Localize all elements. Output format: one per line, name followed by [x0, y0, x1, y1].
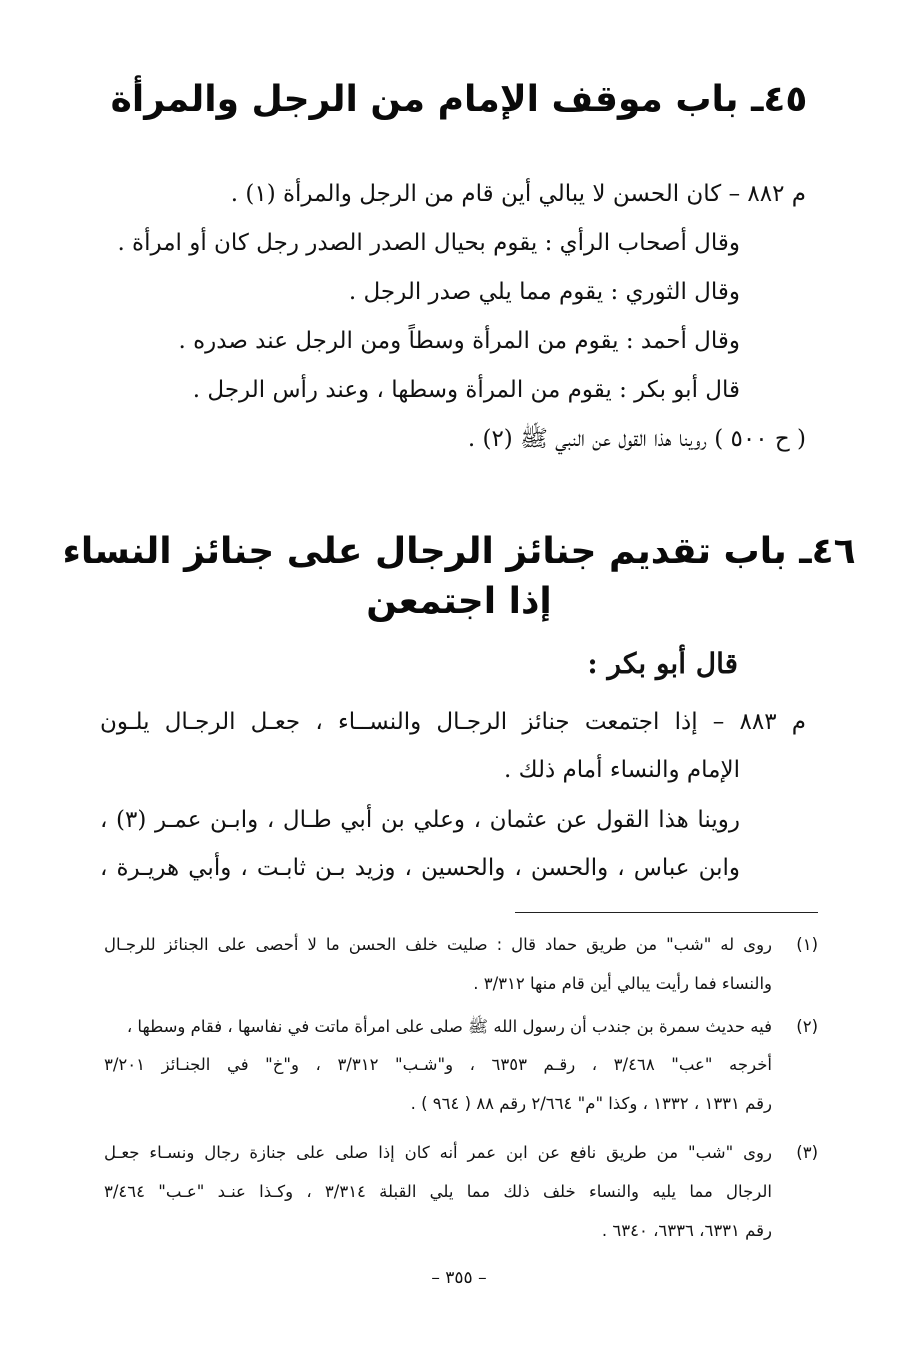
- footnote-line: والنساء فما رأيت يبالي أين قام منها ٣/٣١٢ .: [473, 974, 772, 993]
- section-46-title: ٤٦ـ باب تقديم جنائز الرجال على جنائز النساء: [62, 531, 856, 572]
- paragraph-line: م ٨٨٢ – كان الحسن لا يبالي أين قام من الرجل والمرأة (١) .: [230, 181, 806, 207]
- footnote-number: (١): [796, 935, 818, 954]
- paragraph-line: م ٨٨٣ – إذا اجتمعت جنائز الرجـال والنســاء ، جعـل الرجـال يلـون: [100, 709, 807, 735]
- speaker-label: قال أبو بكر :: [587, 647, 738, 680]
- footnote-number: (٣): [796, 1143, 818, 1162]
- footnote-line: فيه حديث سمرة بن جندب أن رسول الله ﷺ صلى على امرأة ماتت في نفاسها ، فقام وسطها ،: [126, 1017, 772, 1036]
- section-45-title: ٤٥ـ باب موقف الإمام من الرجل والمرأة: [110, 79, 808, 120]
- footnote-line: روى له "شب" من طريق حماد قال : صليت خلف الحسن ما لا أحصى على الجنائز للرجـال: [104, 935, 772, 954]
- paragraph-line: وقال أصحاب الرأي : يقوم بحيال الصدر الصدر رجل كان أو امرأة .: [117, 230, 740, 256]
- footnote-line: رقم ١٣٣١ ، ١٣٣٢ ، وكذا "م" ٢/٦٦٤ رقم ٨٨ ( ٩٦٤ ) .: [410, 1094, 772, 1113]
- footnote-line: الرجال مما يليه والنساء خلف ذلك مما يلي القبلة ٣/٣١٤ ، وكـذا عنـد "عـب" ٣/٤٦٤: [104, 1182, 772, 1201]
- paragraph-line: وقال أحمد : يقوم من المرأة وسطاً ومن الرجل عند صدره .: [178, 328, 740, 354]
- hadith-reference-line: ( ح ٥٠٠ ) روينا هذا القول عن النبي ﷺ (٢) .: [467, 426, 806, 452]
- footnote-line: أخرجه "عب" ٣/٤٦٨ ، رقـم ٦٣٥٣ ، و"شـب" ٣/٣١٢ ، و"خ" في الجنـائز ٣/٢٠١: [104, 1055, 772, 1074]
- paragraph-line: وابن عباس ، والحسن ، والحسين ، وزيد بـن ثابـت ، وأبي هريـرة ،: [100, 855, 740, 881]
- footnote-number: (٢): [796, 1017, 818, 1036]
- paragraph-line: الإمام والنساء أمام ذلك .: [503, 757, 740, 783]
- paragraph-line: قال أبو بكر : يقوم من المرأة وسطها ، وعند رأس الرجل .: [192, 377, 740, 403]
- footnote-line: رقم ٦٣٣١، ٦٣٣٦، ٦٣٤٠ .: [601, 1221, 772, 1240]
- page-number: – ٣٥٥ –: [431, 1268, 487, 1288]
- footnote-divider: [515, 912, 818, 913]
- section-46-title-continued: إذا اجتمعن: [366, 581, 552, 622]
- footnote-line: روى "شب" من طريق نافع عن ابن عمر أنه كان إذا صلى على جنازة رجال ونسـاء جعـل: [104, 1143, 772, 1162]
- paragraph-line: روينا هذا القول عن عثمان ، وعلي بن أبي طـال ، وابـن عمـر (٣) ،: [100, 807, 740, 833]
- paragraph-line: وقال الثوري : يقوم مما يلي صدر الرجل .: [348, 279, 740, 305]
